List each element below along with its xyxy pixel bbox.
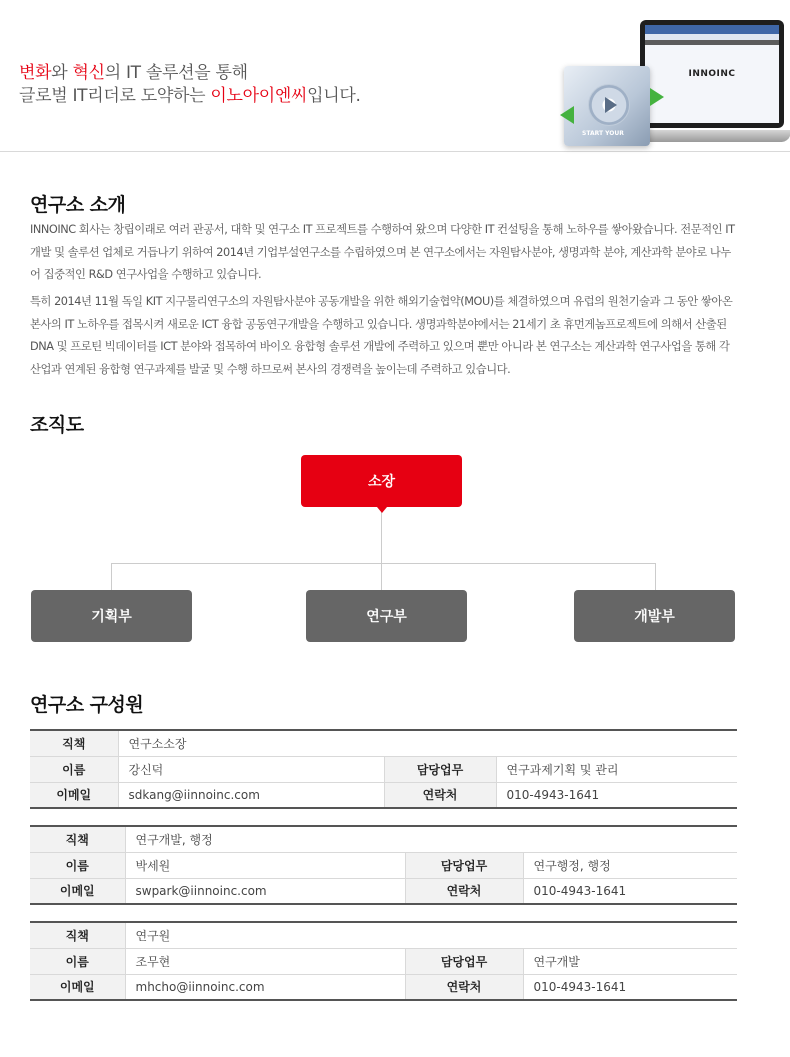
member-table-3	[30, 921, 737, 1001]
duty-label: 담당업무	[405, 948, 523, 974]
members-title: 연구소 구성원	[30, 694, 144, 716]
slogan-text: 글로벌 IT리더로 도약하는	[19, 86, 211, 106]
connector-line	[655, 563, 656, 590]
role-label: 직책	[30, 730, 118, 756]
name-value: 박세원	[125, 852, 405, 878]
org-head-box: 소장	[301, 455, 462, 507]
table-row	[30, 852, 737, 878]
banner-slogan	[19, 62, 361, 108]
duty-value: 연구과제기획 및 관리	[496, 756, 737, 782]
duty-value: 연구개발	[523, 948, 737, 974]
phone-label: 연락처	[384, 782, 496, 808]
duty-label: 담당업무	[384, 756, 496, 782]
email-value[interactable]: mhcho@iinnoinc.com	[125, 974, 405, 1000]
email-label: 이메일	[30, 974, 125, 1000]
monitor-image	[640, 20, 784, 128]
phone-value: 010-4943-1641	[496, 782, 737, 808]
intro-paragraph-1: INNOINC 회사는 창립이래로 여러 관공서, 대학 및 연구소 IT 프로젝트를 수행하여 왔으며 다양한 IT 컨설팅을 통해 노하우를 쌓아왔습니다. 전문적인 IT 개발 및 솔루션 업체로 거듭나기 위하여 2014년 기업부설연구소를 수립하였으며 본 연구소에서는 자원탐사분야, 생명과학 분야, 계산과학 분야로 나누어 집중적인 R&D 연구사업을 수행하고 있습니다.	[30, 223, 735, 281]
org-chart	[0, 450, 790, 650]
slogan-line-2	[19, 85, 361, 108]
member-table-1	[30, 729, 737, 809]
slogan-text: 와	[51, 63, 73, 83]
role-value: 연구원	[125, 922, 737, 948]
table-row	[30, 922, 737, 948]
connector-line	[111, 563, 655, 564]
phone-label: 연락처	[405, 974, 523, 1000]
phone-value: 010-4943-1641	[523, 878, 737, 904]
name-value: 강신덕	[118, 756, 384, 782]
name-label: 이름	[30, 948, 125, 974]
role-value: 연구개발, 행정	[125, 826, 737, 852]
intro-paragraph-2: 특히 2014년 11월 독일 KIT 지구물리연구소의 자원탐사분야 공동개발을 위한 해외기술협약(MOU)를 체결하였으며 유럽의 원천기술과 그 동안 쌓아온 본사의 IT 노하우를 접목시켜 새로운 ICT 융합 공동연구개발을 수행하고 있습니다. 생명과학분야에서는 21세기 초 휴먼게놈프로젝트에 의해서 산출된 DNA 및 프로틴 빅데이터를 ICT 분야와 접목하여 바이오 융합형 솔루션 개발에 주력하고 있으며 뿐만 아니라 본 연구소는 계산과학 연구사업을 통해 각 산업과 연계된 융합형 연구과제를 발굴 및 수행 하므로써 본사의 경쟁력을 높이는데 주력하고 있습니다.	[30, 295, 733, 376]
monitor-screen	[645, 25, 779, 123]
role-label: 직책	[30, 826, 125, 852]
dvd-label: START YOUR	[582, 130, 624, 137]
role-label: 직책	[30, 922, 125, 948]
slogan-word-innovation: 혁신	[72, 63, 105, 83]
email-value[interactable]: swpark@iinnoinc.com	[125, 878, 405, 904]
phone-value: 010-4943-1641	[523, 974, 737, 1000]
duty-label: 담당업무	[405, 852, 523, 878]
play-icon	[605, 97, 617, 113]
keyboard-image	[644, 130, 790, 142]
org-dept-planning: 기획부	[31, 590, 192, 642]
duty-value: 연구행정, 행정	[523, 852, 737, 878]
table-row	[30, 974, 737, 1000]
slogan-text: 입니다.	[307, 86, 361, 106]
slogan-line-1	[19, 62, 361, 85]
slogan-company-name: 이노아이엔씨	[210, 86, 308, 106]
org-dept-research: 연구부	[306, 590, 467, 642]
table-row	[30, 730, 737, 756]
green-arrow-left-icon	[560, 106, 574, 124]
org-title: 조직도	[30, 414, 84, 436]
connector-line	[111, 563, 112, 590]
table-row	[30, 948, 737, 974]
table-row	[30, 756, 737, 782]
connector-line	[381, 507, 382, 590]
name-label: 이름	[30, 852, 125, 878]
intro-title: 연구소 소개	[30, 194, 126, 216]
top-banner	[0, 0, 790, 152]
email-label: 이메일	[30, 878, 125, 904]
role-value: 연구소소장	[118, 730, 737, 756]
org-dept-development: 개발부	[574, 590, 735, 642]
email-label: 이메일	[30, 782, 118, 808]
screen-logo: INNOINC	[688, 69, 736, 79]
name-label: 이름	[30, 756, 118, 782]
banner-visual	[560, 18, 790, 148]
dvd-case-image	[564, 66, 650, 146]
slogan-word-change: 변화	[19, 63, 52, 83]
member-table-2	[30, 825, 737, 905]
table-row	[30, 782, 737, 808]
email-value[interactable]: sdkang@iinnoinc.com	[118, 782, 384, 808]
table-row	[30, 826, 737, 852]
name-value: 조무현	[125, 948, 405, 974]
slogan-text: 의 IT 솔루션을 통해	[104, 63, 248, 83]
table-row	[30, 878, 737, 904]
green-arrow-right-icon	[650, 88, 664, 106]
phone-label: 연락처	[405, 878, 523, 904]
